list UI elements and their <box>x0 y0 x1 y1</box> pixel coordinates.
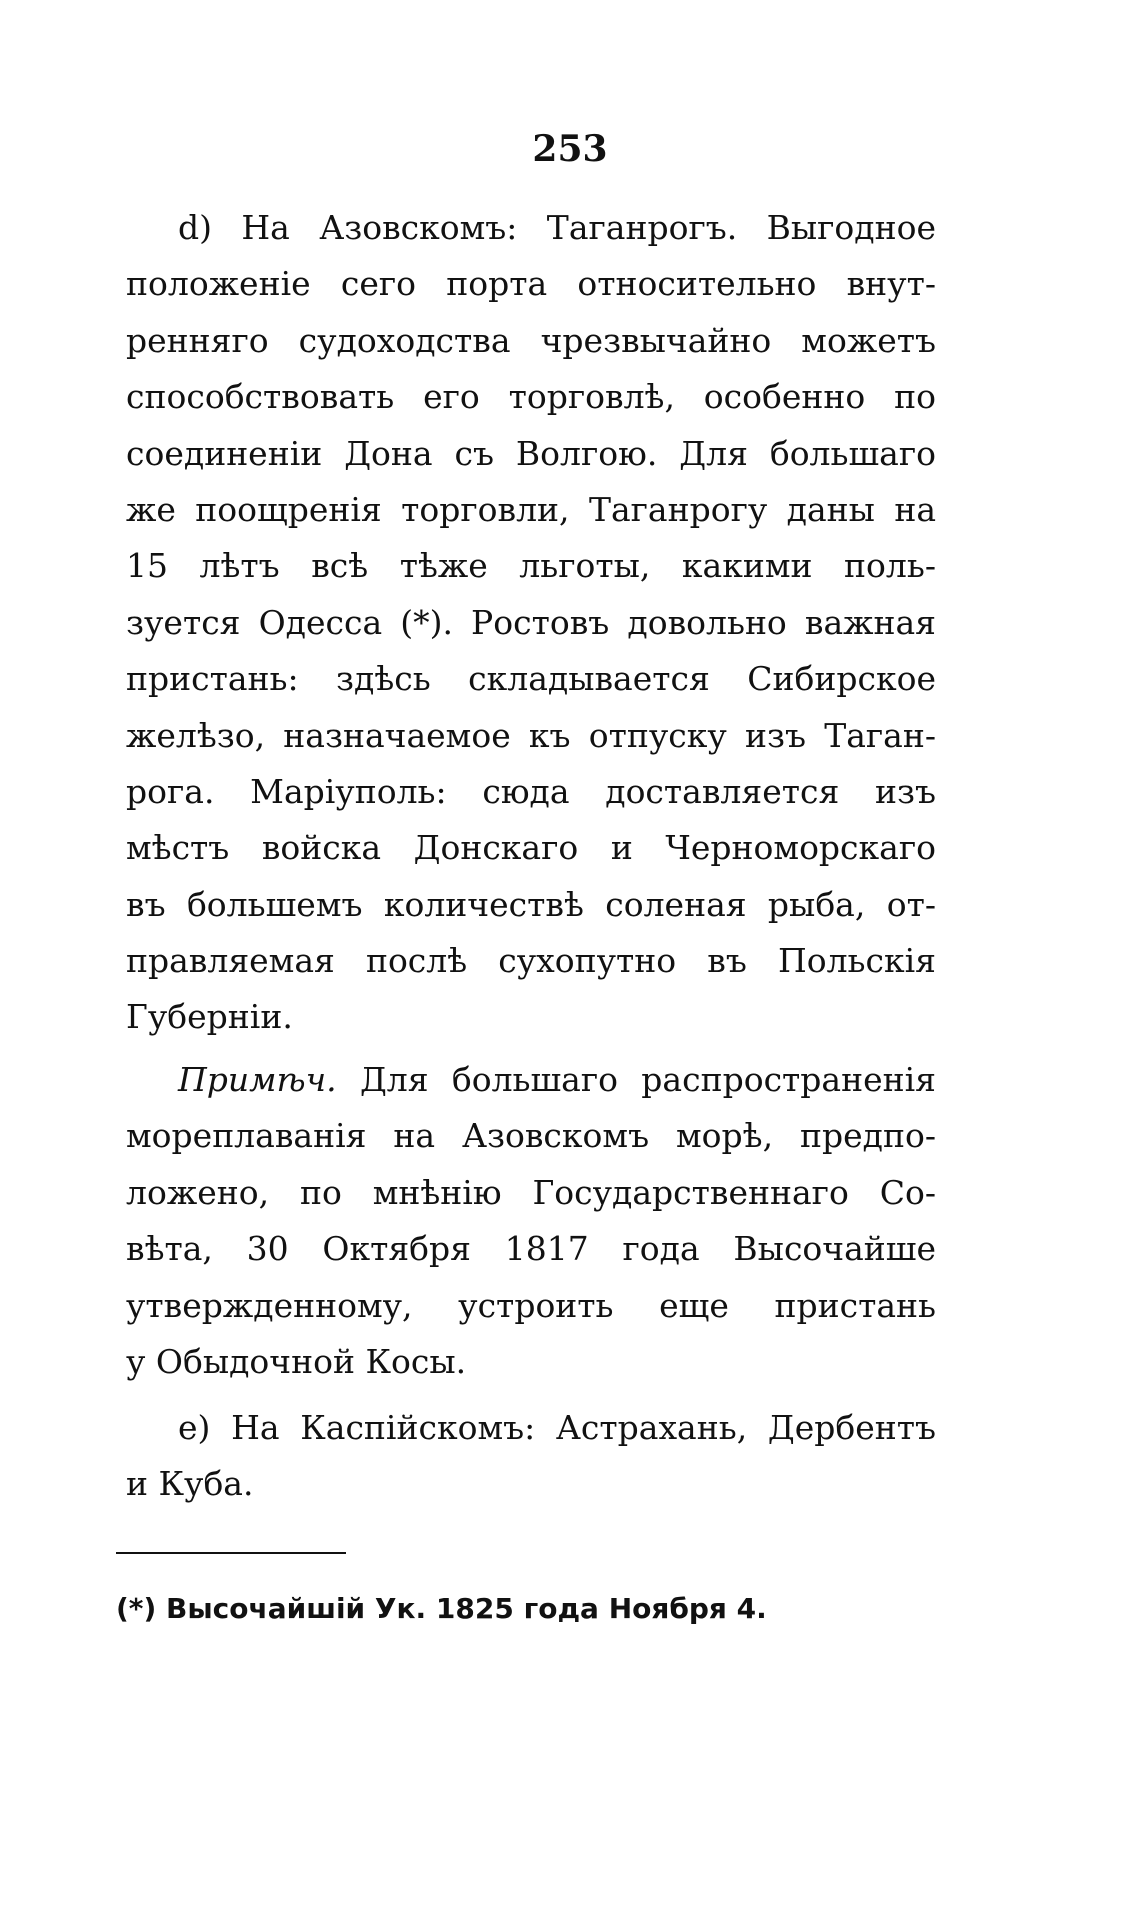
text-line: мореплаванія на Азовскомъ морѣ, предпо- <box>126 1116 936 1156</box>
text-line: и Куба. <box>126 1464 254 1504</box>
paragraph-section-d <box>126 200 936 1046</box>
text-line: e) На Каспійскомъ: Астрахань, Дербентъ <box>178 1408 936 1447</box>
text-line: желѣзо, назначаемое къ отпуску изъ Таган- <box>126 715 936 755</box>
paragraph-section-e <box>126 1400 936 1513</box>
text-line: зуется Одесса (*). Ростовъ довольно важная <box>126 602 936 642</box>
page-number: 253 <box>532 128 608 170</box>
text-line <box>126 1052 936 1108</box>
text-line: Губерніи. <box>126 997 293 1037</box>
text-line: 15 лѣтъ всѣ тѣже льготы, какими поль- <box>126 546 936 586</box>
note-text: Для большаго распространенія <box>336 1060 936 1099</box>
text-line: соединеніи Дона съ Волгою. Для большаго <box>126 433 936 473</box>
text-line: правляемая послѣ сухопутно въ Польскія <box>126 941 936 981</box>
text-line: рога. Маріуполь: сюда доставляется изъ <box>126 771 936 811</box>
text-line: способствовать его торговлѣ, особенно по <box>126 377 936 417</box>
text-line: d) На Азовскомъ: Таганрогъ. Выгодное <box>178 208 936 247</box>
paragraph-note <box>126 1052 936 1390</box>
text-line: мѣстъ войска Донскаго и Черноморскаго <box>126 828 936 868</box>
text-line: ренняго судоходства чрезвычайно можетъ <box>126 320 936 360</box>
text-line: положеніе сего порта относительно внут- <box>126 264 936 304</box>
text-line: же поощренія торговли, Таганрогу даны на <box>126 489 936 529</box>
text-line: утвержденному, устроить еще пристань <box>126 1285 936 1325</box>
footnote: (*) Высочайшій Ук. 1825 года Ноября 4. <box>116 1592 767 1625</box>
text-line: ложено, по мнѣнію Государственнаго Со- <box>126 1172 936 1212</box>
text-line: пристань: здѣсь складывается Сибирское <box>126 659 936 699</box>
note-label: Примѣч. <box>178 1060 337 1099</box>
text-line: вѣта, 30 Октября 1817 года Высочайше <box>126 1229 936 1269</box>
footnote-divider <box>116 1552 346 1554</box>
text-line: у Обыдочной Косы. <box>126 1341 467 1381</box>
text-line: въ большемъ количествѣ соленая рыба, от- <box>126 884 936 924</box>
